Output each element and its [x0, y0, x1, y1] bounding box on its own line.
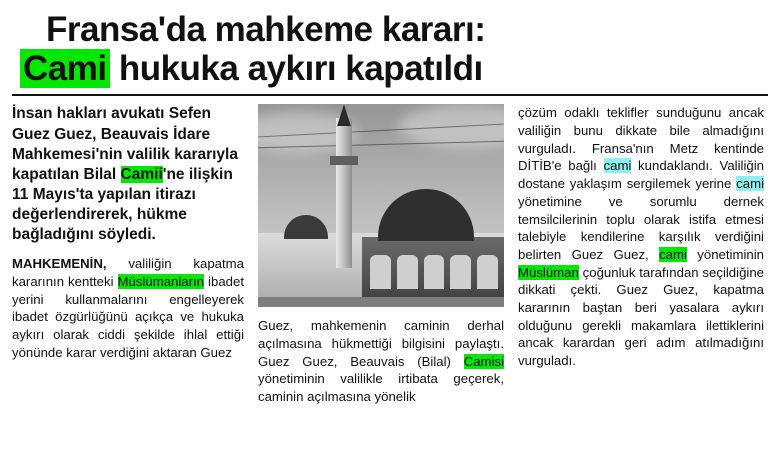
right-highlight-cami-1: cami [603, 158, 632, 174]
left-body-highlight-muslumanlarin: Müslümanların [117, 274, 205, 290]
left-body-part-1: valiliğin kapatma kararının kentteki [12, 256, 244, 290]
column-right [518, 104, 764, 369]
left-body-part-2: ibadet yerini kullanmalarını engelleyerek ibadet özgürlüğünü açıkça ve hukuka aykırı olarak ciddi şekilde ihlal ettiği yönünde karar verdiğini aktaran Guez [12, 274, 244, 360]
right-part-5: çoğunluk tarafından seçildiğine dikkati çekti. Guez Guez, kapatma kararının baştan beri yasalara aykırı olduğunu gerekli makamlara ilettiklerini ancak karardan geri adım atılmadığını vurguladı. [518, 264, 764, 368]
middle-body-highlight-camisi: Camisi [463, 353, 504, 369]
right-part-2: kundaklandı. Valiliğin dostane yaklaşım sergilemek yerine [518, 158, 764, 192]
mosque-photo [258, 104, 504, 307]
headline-highlight-cami: Cami [20, 49, 110, 88]
middle-body-paragraph [258, 317, 504, 405]
middle-body-part-1: Guez, mahkemenin caminin derhal açılmasına hükmettiği bilgisini paylaştı. Guez Guez, Beauvais (Bilal) [258, 318, 504, 369]
column-left [12, 104, 244, 361]
right-highlight-cami-2: cami [736, 176, 764, 192]
divider [12, 94, 768, 96]
headline-line-2 [12, 49, 768, 88]
body-leadin: MAHKEMENİN, [12, 256, 107, 272]
right-part-4: yönetiminin [686, 246, 764, 262]
headline-line-1: Fransa'da mahkeme kararı: [46, 10, 486, 49]
right-part-3: yönetimine ve sorumlu dernek temsilcilerinin toplu olarak istifa etmesi talebiyle kendilerine karşılık verdiğini belirten Guez Guez, [518, 193, 764, 262]
right-part-1: çözüm odaklı teklifler sunduğunu ancak valiliğin bunu dikkate bile almadığını vurguladı. Fransa'nın Metz kentinde DİTİB'e bağlı [518, 105, 764, 174]
article-lede [12, 104, 244, 245]
right-highlight-cami-3: cami [659, 246, 687, 262]
article-columns [12, 104, 768, 405]
left-body-paragraph [12, 255, 244, 361]
photo-minaret [336, 118, 352, 268]
photo-windows [370, 255, 498, 289]
lede-part-2: 'ne ilişkin 11 Mayıs'ta yapılan itirazı değerlendirerek, hükme bağladığını söyledi. [12, 165, 233, 244]
right-highlight-musluman: Müslüman [518, 264, 579, 280]
photo-ground [258, 297, 504, 307]
page-title [12, 10, 768, 88]
lede-part-1: İnsan hakları avukatı Sefen Guez Guez, Beauvais İdare Mahkemesi'nin valilik kararıyla kapatılan Bilal [12, 105, 238, 183]
photo-minaret-balcony [330, 156, 358, 165]
lede-highlight-camii: Camii [120, 165, 163, 183]
middle-body-part-2: yönetiminin valilikle irtibata geçerek, caminin açılmasına yönelik [258, 371, 504, 405]
right-body-paragraph [518, 104, 764, 369]
headline-line-2-rest: hukuka aykırı kapatıldı [109, 49, 483, 89]
column-middle [258, 104, 504, 405]
